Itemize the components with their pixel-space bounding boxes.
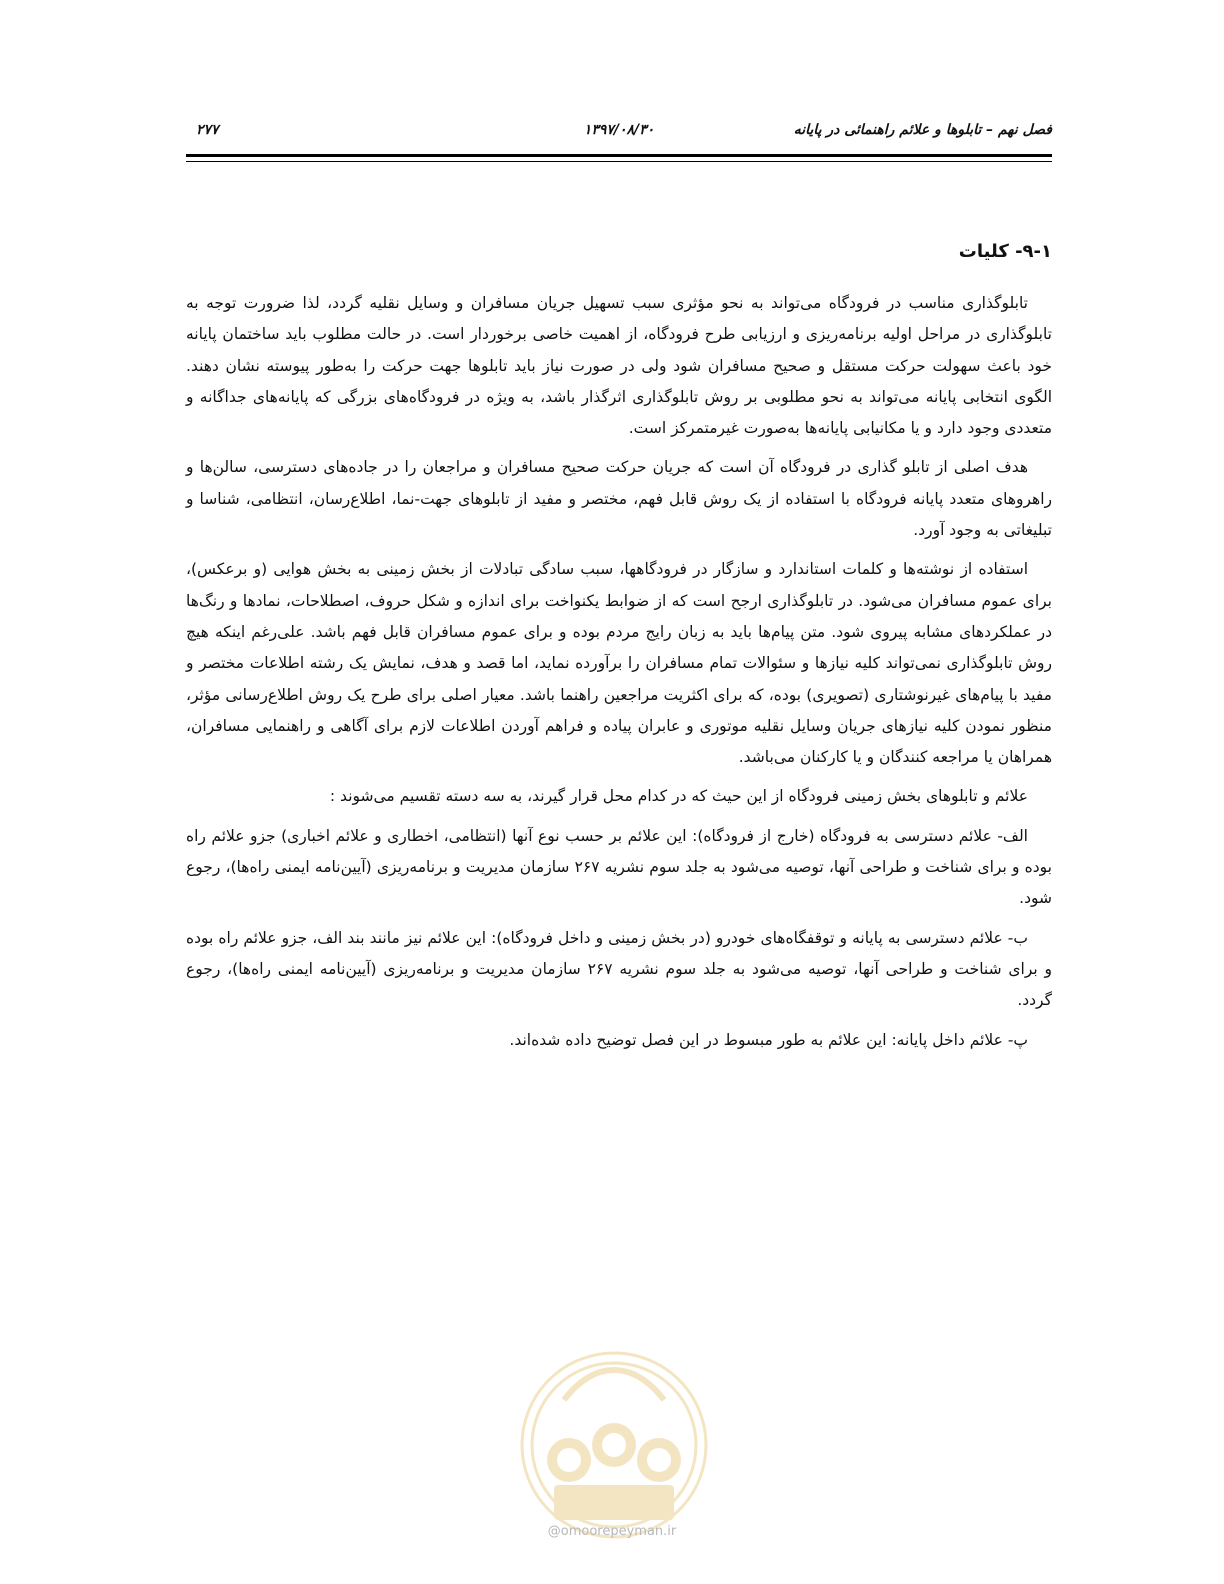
watermark-seal-logo	[514, 1340, 714, 1550]
paragraph-2: هدف اصلی از تابلو گذاری در فرودگاه آن است که جریان حرکت صحیح مسافران و مراجعان را در جاده‌های دسترسی، سالن‌ها و راهروهای متعدد پایانه فرودگاه با استفاده از یک روش قابل فهم، مختصر و مفید از تابلوهای جهت-نما، اطلاع‌رسان، انتظامی، شناسا و تبلیغاتی به وجود آورد.	[186, 458, 1052, 540]
website-watermark: @omoorepeyman.ir	[547, 1524, 677, 1539]
header-rule-thick	[186, 154, 1052, 157]
header-rule-thin	[186, 161, 1052, 162]
paragraph-pe: پ- علائم داخل پایانه: این علائم به طور مبسوط در این فصل توضیح داده شده‌اند.	[509, 1030, 1028, 1049]
page-number: ۲۷۷	[196, 122, 219, 138]
paragraph-1: تابلوگذاری مناسب در فرودگاه می‌تواند به نحو مؤثری سبب تسهیل جریان مسافران و وسایل نقلیه گردد، لذا ضرورت توجه به تابلوگذاری در مراحل اولیه برنامه‌ریزی و ارزیابی طرح فرودگاه، از اهمیت خاصی برخوردار است. در حالت مطلوب باید ساختمان پایانه خود باعث سهولت حرکت مستقل و صحیح مسافران شود ولی در صورت نیاز باید تابلوها جهت حرکت را به‌طور پیوسته نشان دهند. الگوی انتخابی پایانه می‌تواند به نحو مطلوبی بر روش تابلوگذاری اثرگذار باشد، به ویژه در فرودگاه‌های بزرگی که پایانه‌های جداگانه و متعددی وجود دارد و یا مکانیابی پایانه‌ها به‌صورت غیرمتمرکز است.	[186, 294, 1052, 438]
chapter-title: فصل نهم – تابلوها و علائم راهنمائی در پایانه	[793, 122, 1052, 138]
section-title: ۹-۱- کلیات	[958, 241, 1052, 262]
page-header	[186, 118, 1052, 146]
main-content	[186, 236, 1052, 1064]
paragraph-alef: الف- علائم دسترسی به فرودگاه (خارج از فرودگاه): این علائم بر حسب نوع آنها (انتظامی، اخطاری و علائم اخباری) جزو علائم راه بوده و برای شناخت و طراحی آنها، توصیه می‌شود به جلد سوم نشریه ۲۶۷ سازمان مدیریت و برنامه‌ریزی (آیین‌نامه ایمنی راه‌ها)، رجوع شود.	[186, 826, 1052, 908]
header-date: ۱۳۹۷/۰۸/۳۰	[583, 122, 655, 138]
paragraph-be: ب- علائم دسترسی به پایانه و توقفگاه‌های خودرو (در بخش زمینی و داخل فرودگاه): این علائم نیز مانند بند الف، جزو علائم راه بوده و برای شناخت و طراحی آنها، توصیه می‌شود به جلد سوم نشریه ۲۶۷ سازمان مدیریت و برنامه‌ریزی (آیین‌نامه ایمنی راه‌ها)، رجوع گردد.	[186, 928, 1052, 1010]
paragraph-3: استفاده از نوشته‌ها و کلمات استاندارد و سازگار در فرودگاهها، سبب سادگی تبادلات از بخش زمینی به بخش هوایی (و برعکس)، برای عموم مسافران می‌شود. در تابلوگذاری ارجح است که از ضوابط یکنواخت برای اندازه و شکل حروف، اصطلاحات، نمادها و رنگ‌ها در عملکردهای مشابه پیروی شود. متن پیام‌ها باید به زبان رایج مردم بوده و برای عموم مسافران قابل فهم باشد. علی‌رغم اینکه هیچ روش تابلوگذاری نمی‌تواند کلیه نیازها و سئوالات تمام مسافران را برآورده نماید، اما قصد و هدف، نمایش یک رشته اطلاعات مختصر و مفید با پیام‌های غیرنوشتاری (تصویری) بوده، که برای اکثریت مراجعین راهنما باشد. معیار اصلی برای طرح یک روش اطلاع‌رسانی مؤثر، منظور نمودن کلیه نیازهای جریان وسایل نقلیه موتوری و عابران پیاده و فراهم آوردن اطلاعات لازم برای آگاهی و راهنمایی مسافران، همراهان یا مراجعه کنندگان و یا کارکنان می‌باشد.	[186, 560, 1052, 767]
paragraph-4: علائم و تابلوهای بخش زمینی فرودگاه از این حیث که در کدام محل قرار گیرند، به سه دسته تقسیم می‌شوند :	[329, 787, 1028, 806]
